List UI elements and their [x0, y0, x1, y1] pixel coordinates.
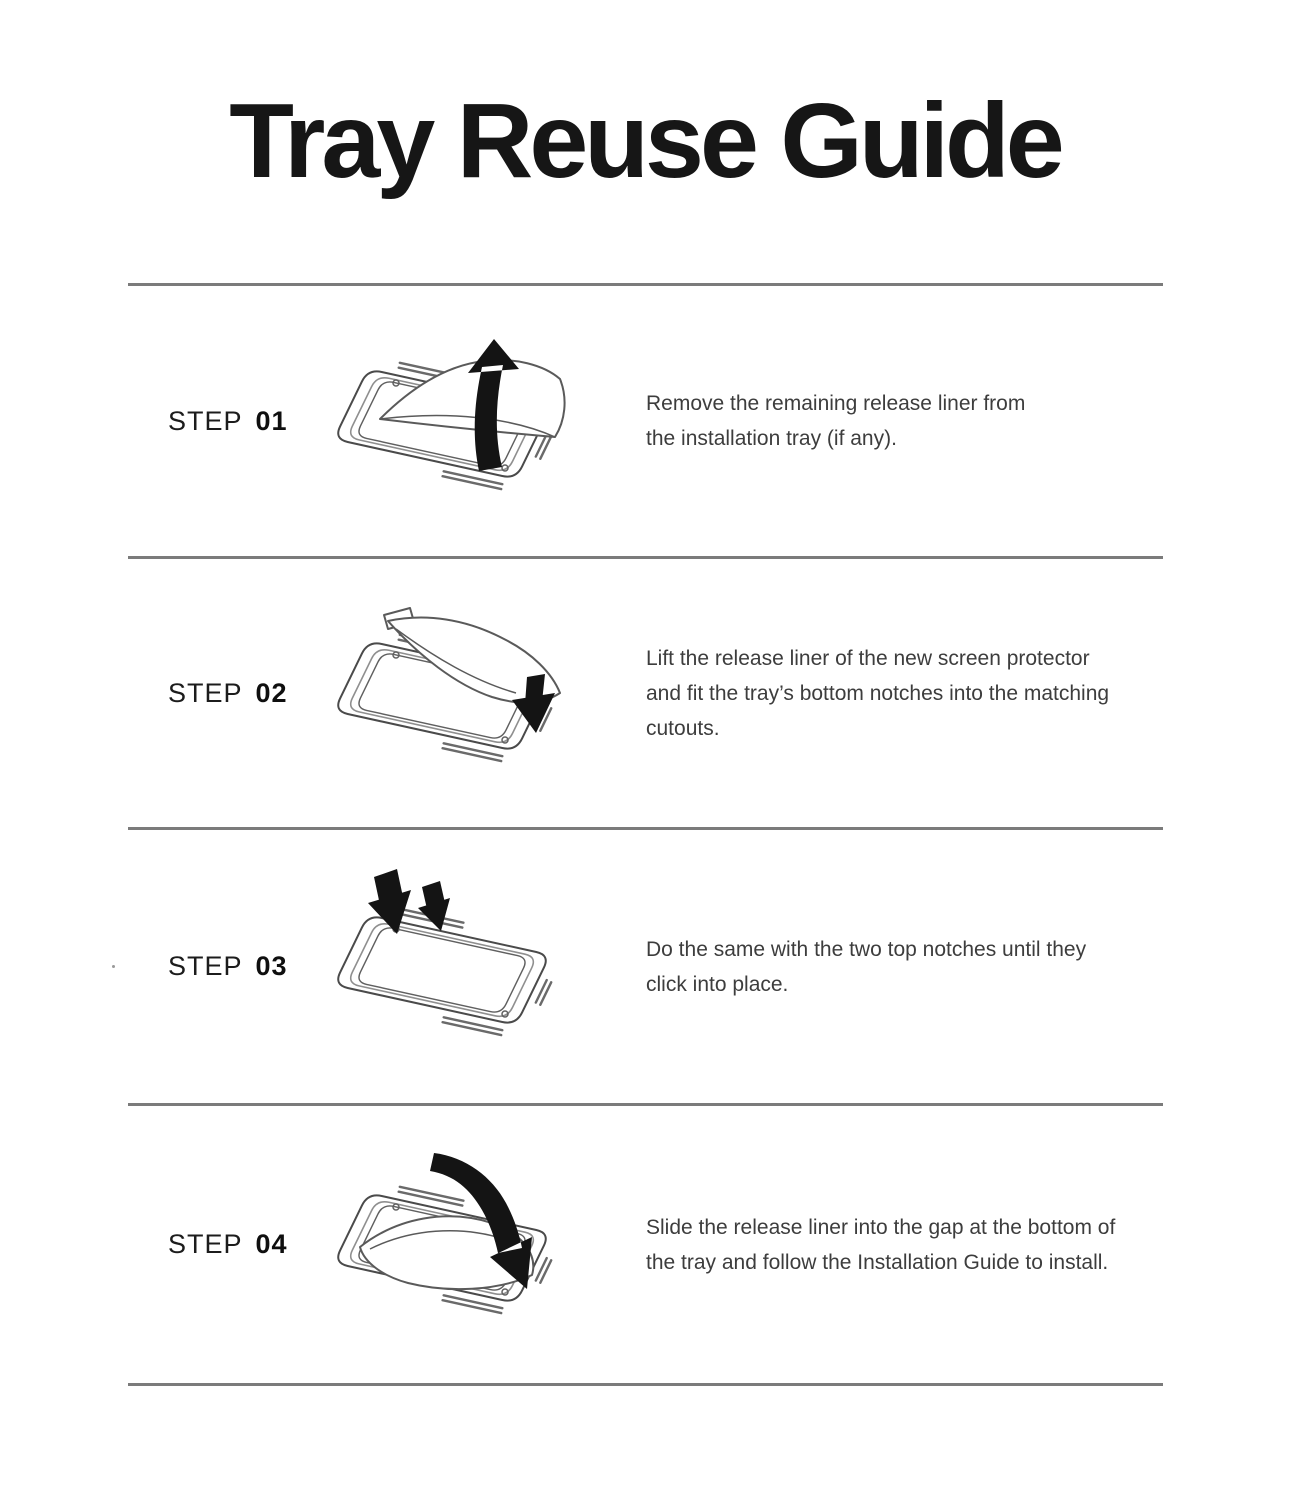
tray-press-top-notches-illustration [298, 867, 598, 1067]
step-01-label [168, 406, 288, 437]
tray-liner-fit-bottom-illustration [298, 593, 598, 793]
step-number: 02 [255, 677, 288, 708]
description-line: the tray and follow the Installation Guide to install. [646, 1250, 1109, 1274]
speck-artifact [112, 965, 115, 968]
step-03-label [168, 951, 288, 982]
step-04-row [128, 1106, 1163, 1383]
step-02-row [128, 559, 1163, 827]
header [0, 0, 1290, 283]
step-word: STEP [168, 1229, 243, 1259]
step-01-row [128, 286, 1163, 556]
tray-liner-peel-illustration [298, 321, 598, 521]
description-line: Remove the remaining release liner from [646, 392, 1026, 415]
step-02-illustration-wrap [288, 593, 608, 793]
description-line: Lift the release liner of the new screen protector [646, 646, 1090, 670]
step-word: STEP [168, 951, 243, 981]
step-number: 04 [255, 1229, 288, 1259]
description-line: Slide the release liner into the gap at the bottom of [646, 1215, 1116, 1239]
divider [128, 1383, 1163, 1386]
installation-tray-line-art [338, 908, 551, 1034]
description-line: and fit the tray’s bottom notches into the matching [646, 681, 1110, 705]
description-line: Do the same with the two top notches until they [646, 937, 1087, 961]
step-02-description [646, 641, 1109, 746]
page-title: Tray Reuse Guide [229, 82, 1061, 200]
step-word: STEP [168, 405, 243, 436]
press-down-arrow-large-icon [368, 869, 411, 934]
step-04-label [168, 1229, 288, 1260]
step-03-illustration-wrap [288, 867, 608, 1067]
step-03-description [646, 932, 1086, 1002]
step-04-description [646, 1210, 1115, 1280]
step-02-label [168, 678, 288, 709]
step-word: STEP [168, 677, 243, 708]
content [128, 283, 1163, 1386]
tray-slide-liner-illustration [298, 1145, 598, 1345]
step-number: 01 [255, 405, 288, 436]
step-01-description [646, 386, 1025, 456]
step-04-illustration-wrap [288, 1145, 608, 1345]
step-03-row [128, 830, 1163, 1103]
description-line: the installation tray (if any). [646, 427, 897, 450]
description-line: click into place. [646, 972, 789, 996]
description-line: cutouts. [646, 716, 720, 740]
step-number: 03 [255, 951, 288, 981]
step-01-illustration-wrap [288, 321, 608, 521]
